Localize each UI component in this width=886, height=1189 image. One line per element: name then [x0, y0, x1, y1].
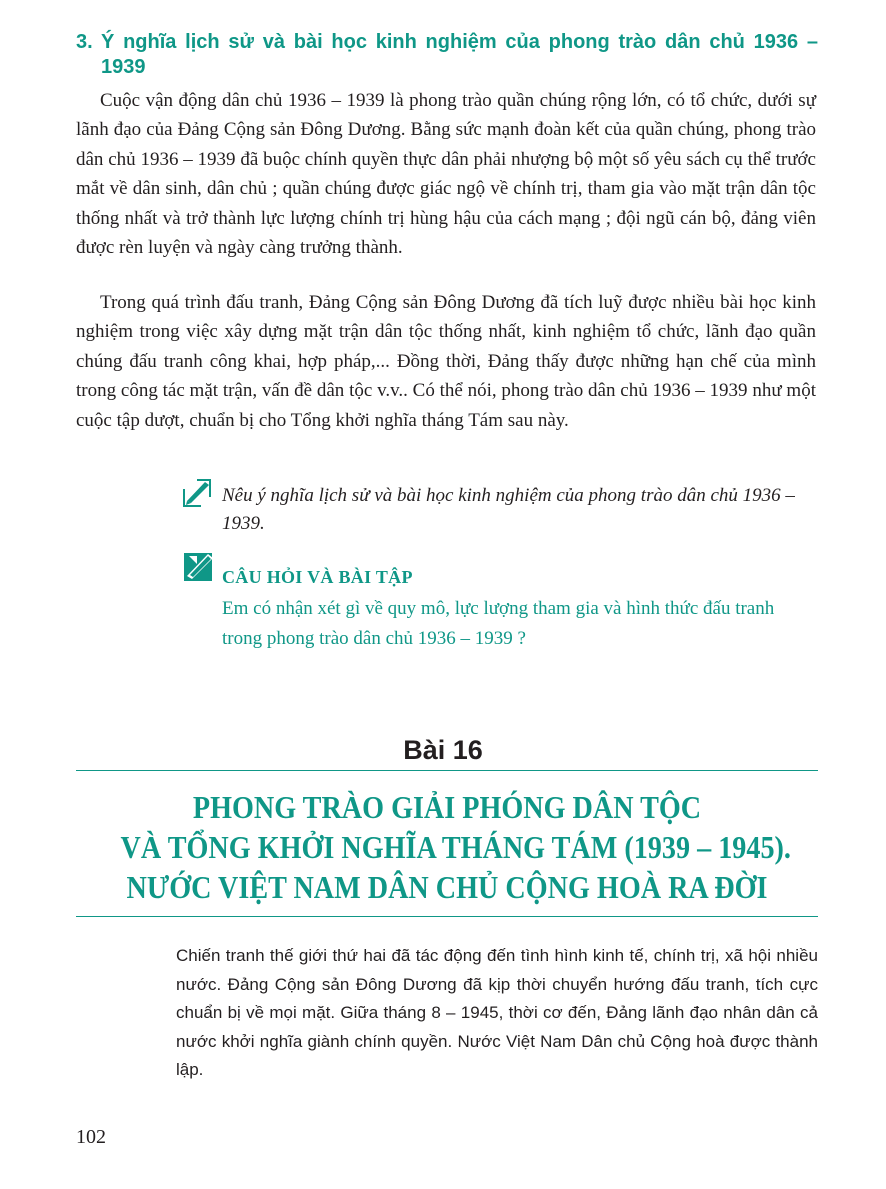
exercises-title: CÂU HỎI VÀ BÀI TẬP: [222, 567, 413, 587]
body-paragraph: Cuộc vận động dân chủ 1936 – 1939 là phong trào quần chúng rộng lớn, có tổ chức, dưới sự lãnh đạo của Đảng Cộng sản Đông Dương. Bằng sức mạnh đoàn kết của quần chúng, phong trào dân chủ 1936 – 1939 đã buộc chính quyền thực dân phải nhượng bộ một số yêu sách cụ thể trước mắt về dân sinh, dân chủ ; quần chúng được giác ngộ về chính trị, tham gia vào mặt trận dân tộc thống nhất và trở thành lực lượng chính trị hùng hậu của cách mạng ; đội ngũ cán bộ, đảng viên được rèn luyện và ngày càng trưởng thành.: [76, 90, 816, 259]
pencil-exercise-icon: [183, 552, 215, 582]
lesson-title-line: NƯỚC VIỆT NAM DÂN CHỦ CỘNG HOÀ RA ĐỜI: [126, 869, 768, 905]
lesson-title: [76, 787, 818, 907]
title-divider-top: [76, 770, 818, 771]
lesson-title-line: PHONG TRÀO GIẢI PHÓNG DÂN TỘC: [192, 789, 702, 825]
exercises-question: Em có nhận xét gì về quy mô, lực lượng tham gia và hình thức đấu tranh trong phong trào dân chủ 1936 – 1939 ?: [222, 598, 775, 649]
pencil-note-icon: [183, 479, 213, 507]
lesson-title-line: VÀ TỔNG KHỞI NGHĨA THÁNG TÁM (1939 – 1945).: [120, 829, 791, 865]
title-divider-bottom: [76, 916, 818, 917]
lesson-number: Bài 16: [403, 735, 483, 765]
note-question: Nêu ý nghĩa lịch sử và bài học kinh nghiệm của phong trào dân chủ 1936 – 1939.: [222, 485, 795, 534]
section-number: 3.: [76, 31, 93, 53]
section-heading: [76, 30, 818, 80]
lesson-intro: Chiến tranh thế giới thứ hai đã tác động đến tình hình kinh tế, chính trị, xã hội nhiều nước. Đảng Cộng sản Đông Dương đã kịp thời chuyển hướng đấu tranh, tích cực chuẩn bị về mọi mặt. Giữa tháng 8 – 1945, thời cơ đến, Đảng lãnh đạo nhân dân cả nước khởi nghĩa giành chính quyền. Nước Việt Nam Dân chủ Cộng hoà được thành lập.: [176, 946, 818, 1079]
section-title: Ý nghĩa lịch sử và bài học kinh nghiệm của phong trào dân chủ 1936 – 1939: [101, 31, 818, 78]
page-number: 102: [76, 1126, 106, 1148]
body-paragraph: Trong quá trình đấu tranh, Đảng Cộng sản Đông Dương đã tích luỹ được nhiều bài học kinh nghiệm trong việc xây dựng mặt trận dân tộc thống nhất, kinh nghiệm tổ chức, lãnh đạo quần chúng đấu tranh công khai, hợp pháp,... Đồng thời, Đảng thấy được những hạn chế của mình trong công tác mặt trận, vấn đề dân tộc v.v.. Có thể nói, phong trào dân chủ 1936 – 1939 như một cuộc tập dượt, chuẩn bị cho Tổng khởi nghĩa tháng Tám sau này.: [76, 292, 816, 431]
